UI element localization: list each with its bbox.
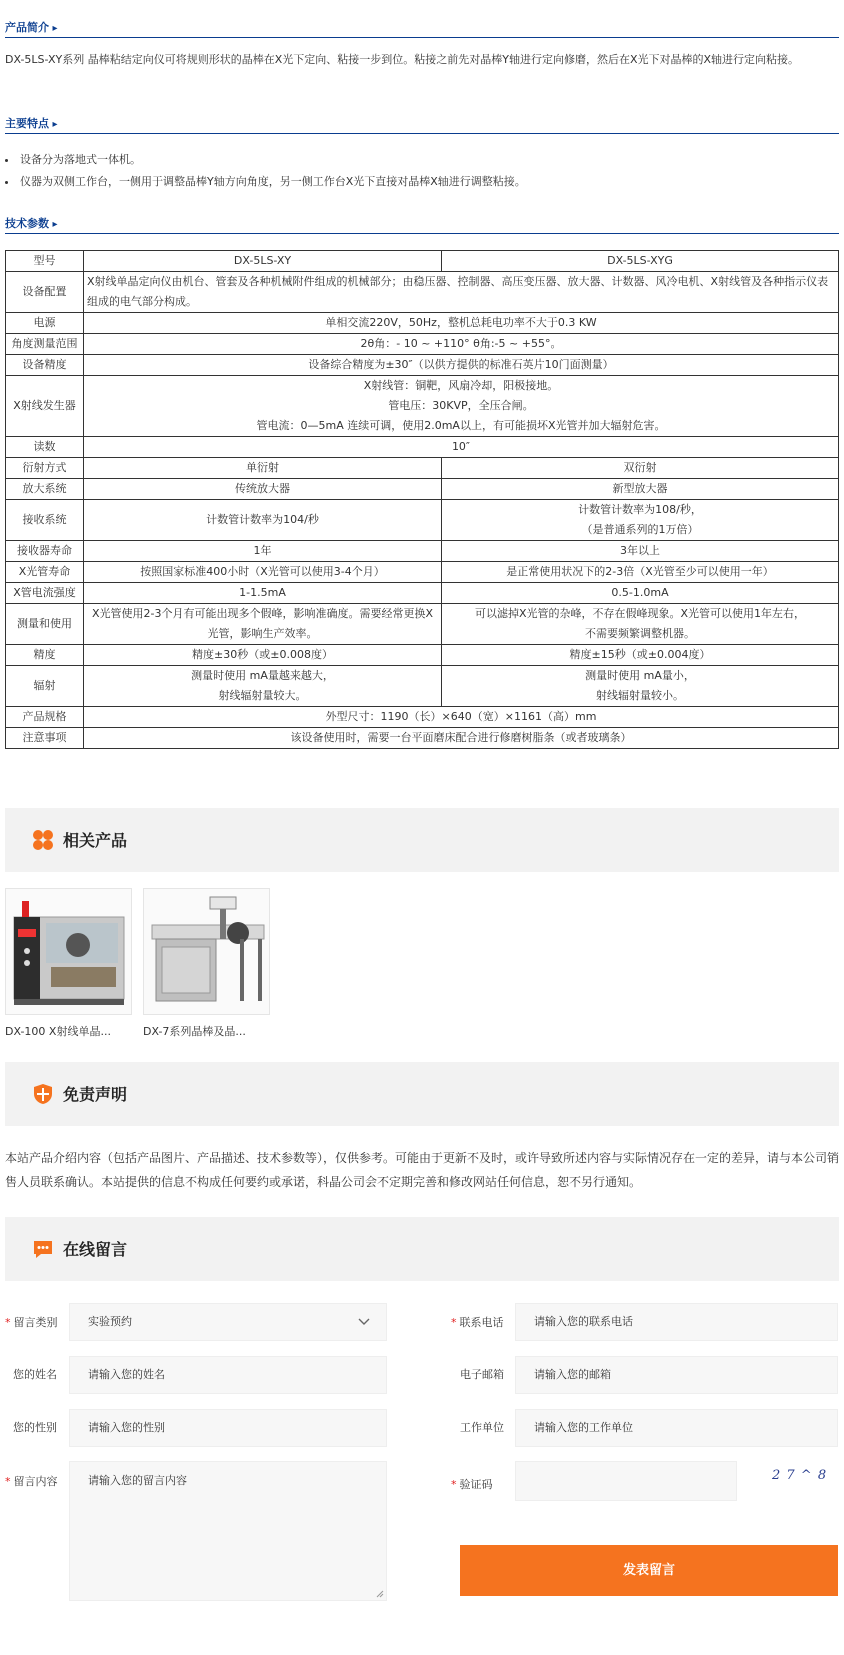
spec-row	[6, 604, 839, 645]
captcha-image[interactable]: 2 7 ^ 8	[772, 1468, 828, 1483]
spec-row	[6, 313, 839, 334]
resize-handle-icon[interactable]	[375, 1589, 384, 1598]
spec-row	[6, 707, 839, 728]
spec-model-b: DX-5LS-XYG	[442, 251, 839, 272]
gender-label: 您的性别	[13, 1421, 57, 1434]
content-label: * 留言内容	[5, 1475, 58, 1488]
feature-item: 仪器为双侧工作台，一侧用于调整晶棒Y轴方向角度，另一侧工作台X光下直接对晶棒X轴进行调整粘接。	[5, 171, 839, 193]
spec-value: X射线管：铜靶，风扇冷却，阳极接地。 管电压：30KVP，全压合闸。 管电流：0—5mA 连续可调，使用2.0mA以上，有可能损坏X光管并加大辐射危害。	[84, 376, 839, 437]
spec-value-b: 可以滤掉X光管的杂峰，不存在假峰现象。X光管可以使用1年左右， 不需要频繁调整机器。	[442, 604, 839, 645]
shield-icon	[32, 1083, 54, 1105]
submit-button[interactable]: 发表留言	[460, 1545, 838, 1596]
spec-value-a: 1-1.5mA	[84, 583, 442, 604]
spec-label: X射线发生器	[6, 376, 84, 437]
category-select[interactable]	[69, 1303, 387, 1341]
grid-icon	[32, 829, 54, 851]
spec-value-a: 测量时使用 mA量越来越大， 射线辐射量较大。	[84, 666, 442, 707]
spec-row	[6, 562, 839, 583]
spec-value: 10″	[84, 437, 839, 458]
category-value: 实验预约	[88, 1315, 132, 1328]
spec-row	[6, 728, 839, 749]
intro-heading: 产品简介 ▸	[5, 19, 58, 35]
spec-value: X射线单晶定向仪由机台、管套及各种机械附件组成的机械部分；由稳压器、控制器、高压变压器、放大器、计数器、风冷电机、X射线管及各种指示仪表组成的电气部分构成。	[84, 272, 839, 313]
spec-row	[6, 666, 839, 707]
intro-heading-bar	[5, 12, 839, 38]
product-image[interactable]	[5, 888, 132, 1015]
spec-label: X光管寿命	[6, 562, 84, 583]
spec-row	[6, 500, 839, 541]
spec-value-a: 传统放大器	[84, 479, 442, 500]
spec-value-a: 单衍射	[84, 458, 442, 479]
spec-label: 电源	[6, 313, 84, 334]
spec-label: 产品规格	[6, 707, 84, 728]
spec-label: 衍射方式	[6, 458, 84, 479]
email-label: 电子邮箱	[460, 1368, 504, 1381]
spec-label: 接收器寿命	[6, 541, 84, 562]
chat-icon	[32, 1238, 54, 1260]
spec-row	[6, 479, 839, 500]
spec-value-b: 精度±15秒（或±0.004度）	[442, 645, 839, 666]
spec-value-b: 0.5-1.0mA	[442, 583, 839, 604]
captcha-label: * 验证码	[451, 1478, 493, 1491]
spec-label: 设备精度	[6, 355, 84, 376]
spec-label: 精度	[6, 645, 84, 666]
disclaimer-panel	[5, 1062, 839, 1126]
features-heading-bar	[5, 108, 839, 134]
spec-row	[6, 437, 839, 458]
feature-item: 设备分为落地式一体机。	[5, 149, 839, 171]
spec-value-b: 双衍射	[442, 458, 839, 479]
spec-value: 外型尺寸：1190（长）×640（宽）×1161（高）mm	[84, 707, 839, 728]
features-list	[5, 149, 839, 193]
spec-row	[6, 355, 839, 376]
spec-value-a: 1年	[84, 541, 442, 562]
features-heading: 主要特点 ▸	[5, 115, 58, 131]
spec-row	[6, 272, 839, 313]
product-name[interactable]: DX-100 X射线单晶...	[5, 1025, 111, 1038]
disclaimer-title: 免责声明	[63, 1085, 128, 1104]
product-card[interactable]	[5, 888, 132, 1039]
intro-text: DX-5LS-XY系列 晶棒粘结定向仪可将规则形状的晶棒在X光下定向、粘接一步到位。粘接之前先对晶棒Y轴进行定向修磨，然后在X光下对晶棒的X轴进行定向粘接。	[5, 53, 800, 66]
content-textarea[interactable]	[69, 1461, 387, 1601]
category-label: * 留言类别	[5, 1316, 58, 1329]
spec-value: 2θ角：- 10 ~ +110° θ角:-5 ~ +55°。	[84, 334, 839, 355]
spec-value-a: 精度±30秒（或±0.008度）	[84, 645, 442, 666]
company-label: 工作单位	[460, 1421, 504, 1434]
product-card[interactable]	[143, 888, 270, 1039]
spec-value-b: 计数管计数率为108/秒， （是普通系列的1万倍）	[442, 500, 839, 541]
content-placeholder: 请输入您的留言内容	[88, 1474, 187, 1487]
name-input[interactable]: 请输入您的姓名	[69, 1356, 387, 1394]
spec-value-a: 按照国家标准400小时（X光管可以使用3-4个月）	[84, 562, 442, 583]
phone-label: * 联系电话	[451, 1316, 504, 1329]
related-title: 相关产品	[63, 831, 128, 850]
product-name[interactable]: DX-7系列晶棒及晶...	[143, 1025, 246, 1038]
phone-input[interactable]: 请输入您的联系电话	[515, 1303, 838, 1341]
chevron-down-icon	[358, 1318, 370, 1326]
product-image[interactable]	[143, 888, 270, 1015]
spec-row	[6, 541, 839, 562]
spec-row	[6, 334, 839, 355]
spec-label: 注意事项	[6, 728, 84, 749]
spec-label: 接收系统	[6, 500, 84, 541]
message-panel	[5, 1217, 839, 1281]
spec-value-b: 是正常使用状况下的2-3倍（X光管至少可以使用一年）	[442, 562, 839, 583]
related-panel	[5, 808, 839, 872]
message-title: 在线留言	[63, 1240, 128, 1259]
spec-value-b: 新型放大器	[442, 479, 839, 500]
spec-label: 放大系统	[6, 479, 84, 500]
spec-value: 设备综合精度为±30″（以供方提供的标准石英片10门面测量）	[84, 355, 839, 376]
spec-value: 单相交流220V，50Hz，整机总耗电功率不大于0.3 KW	[84, 313, 839, 334]
spec-model-a: DX-5LS-XY	[84, 251, 442, 272]
spec-label: 设备配置	[6, 272, 84, 313]
spec-table	[5, 250, 839, 749]
spec-row	[6, 583, 839, 604]
spec-row	[6, 251, 839, 272]
spec-value-a: 计数管计数率为104/秒	[84, 500, 442, 541]
spec-label: 角度测量范围	[6, 334, 84, 355]
spec-label: X管电流强度	[6, 583, 84, 604]
spec-row	[6, 458, 839, 479]
specs-heading: 技术参数 ▸	[5, 215, 58, 231]
spec-value-b: 测量时使用 mA量小， 射线辐射量较小。	[442, 666, 839, 707]
spec-label: 读数	[6, 437, 84, 458]
captcha-input[interactable]	[515, 1461, 737, 1501]
email-input[interactable]: 请输入您的邮箱	[515, 1356, 838, 1394]
spec-label: 型号	[6, 251, 84, 272]
spec-value: 该设备使用时，需要一台平面磨床配合进行修磨树脂条（或者玻璃条）	[84, 728, 839, 749]
spec-label: 辐射	[6, 666, 84, 707]
company-input[interactable]: 请输入您的工作单位	[515, 1409, 838, 1447]
spec-value-b: 3年以上	[442, 541, 839, 562]
disclaimer-text: 本站产品介绍内容（包括产品图片、产品描述、技术参数等），仅供参考。可能由于更新不及时，或许导致所述内容与实际情况存在一定的差异，请与本公司销售人员联系确认。本站提供的信息不构成任何要约或承诺，科晶公司会不定期完善和修改网站任何信息，恕不另行通知。	[5, 1151, 840, 1189]
spec-value-a: X光管使用2-3个月有可能出现多个假峰，影响准确度。需要经常更换X 光管，影响生产效率。	[84, 604, 442, 645]
gender-input[interactable]: 请输入您的性别	[69, 1409, 387, 1447]
spec-label: 测量和使用	[6, 604, 84, 645]
spec-row	[6, 645, 839, 666]
specs-heading-bar	[5, 208, 839, 234]
spec-row	[6, 376, 839, 437]
name-label: 您的姓名	[13, 1368, 57, 1381]
